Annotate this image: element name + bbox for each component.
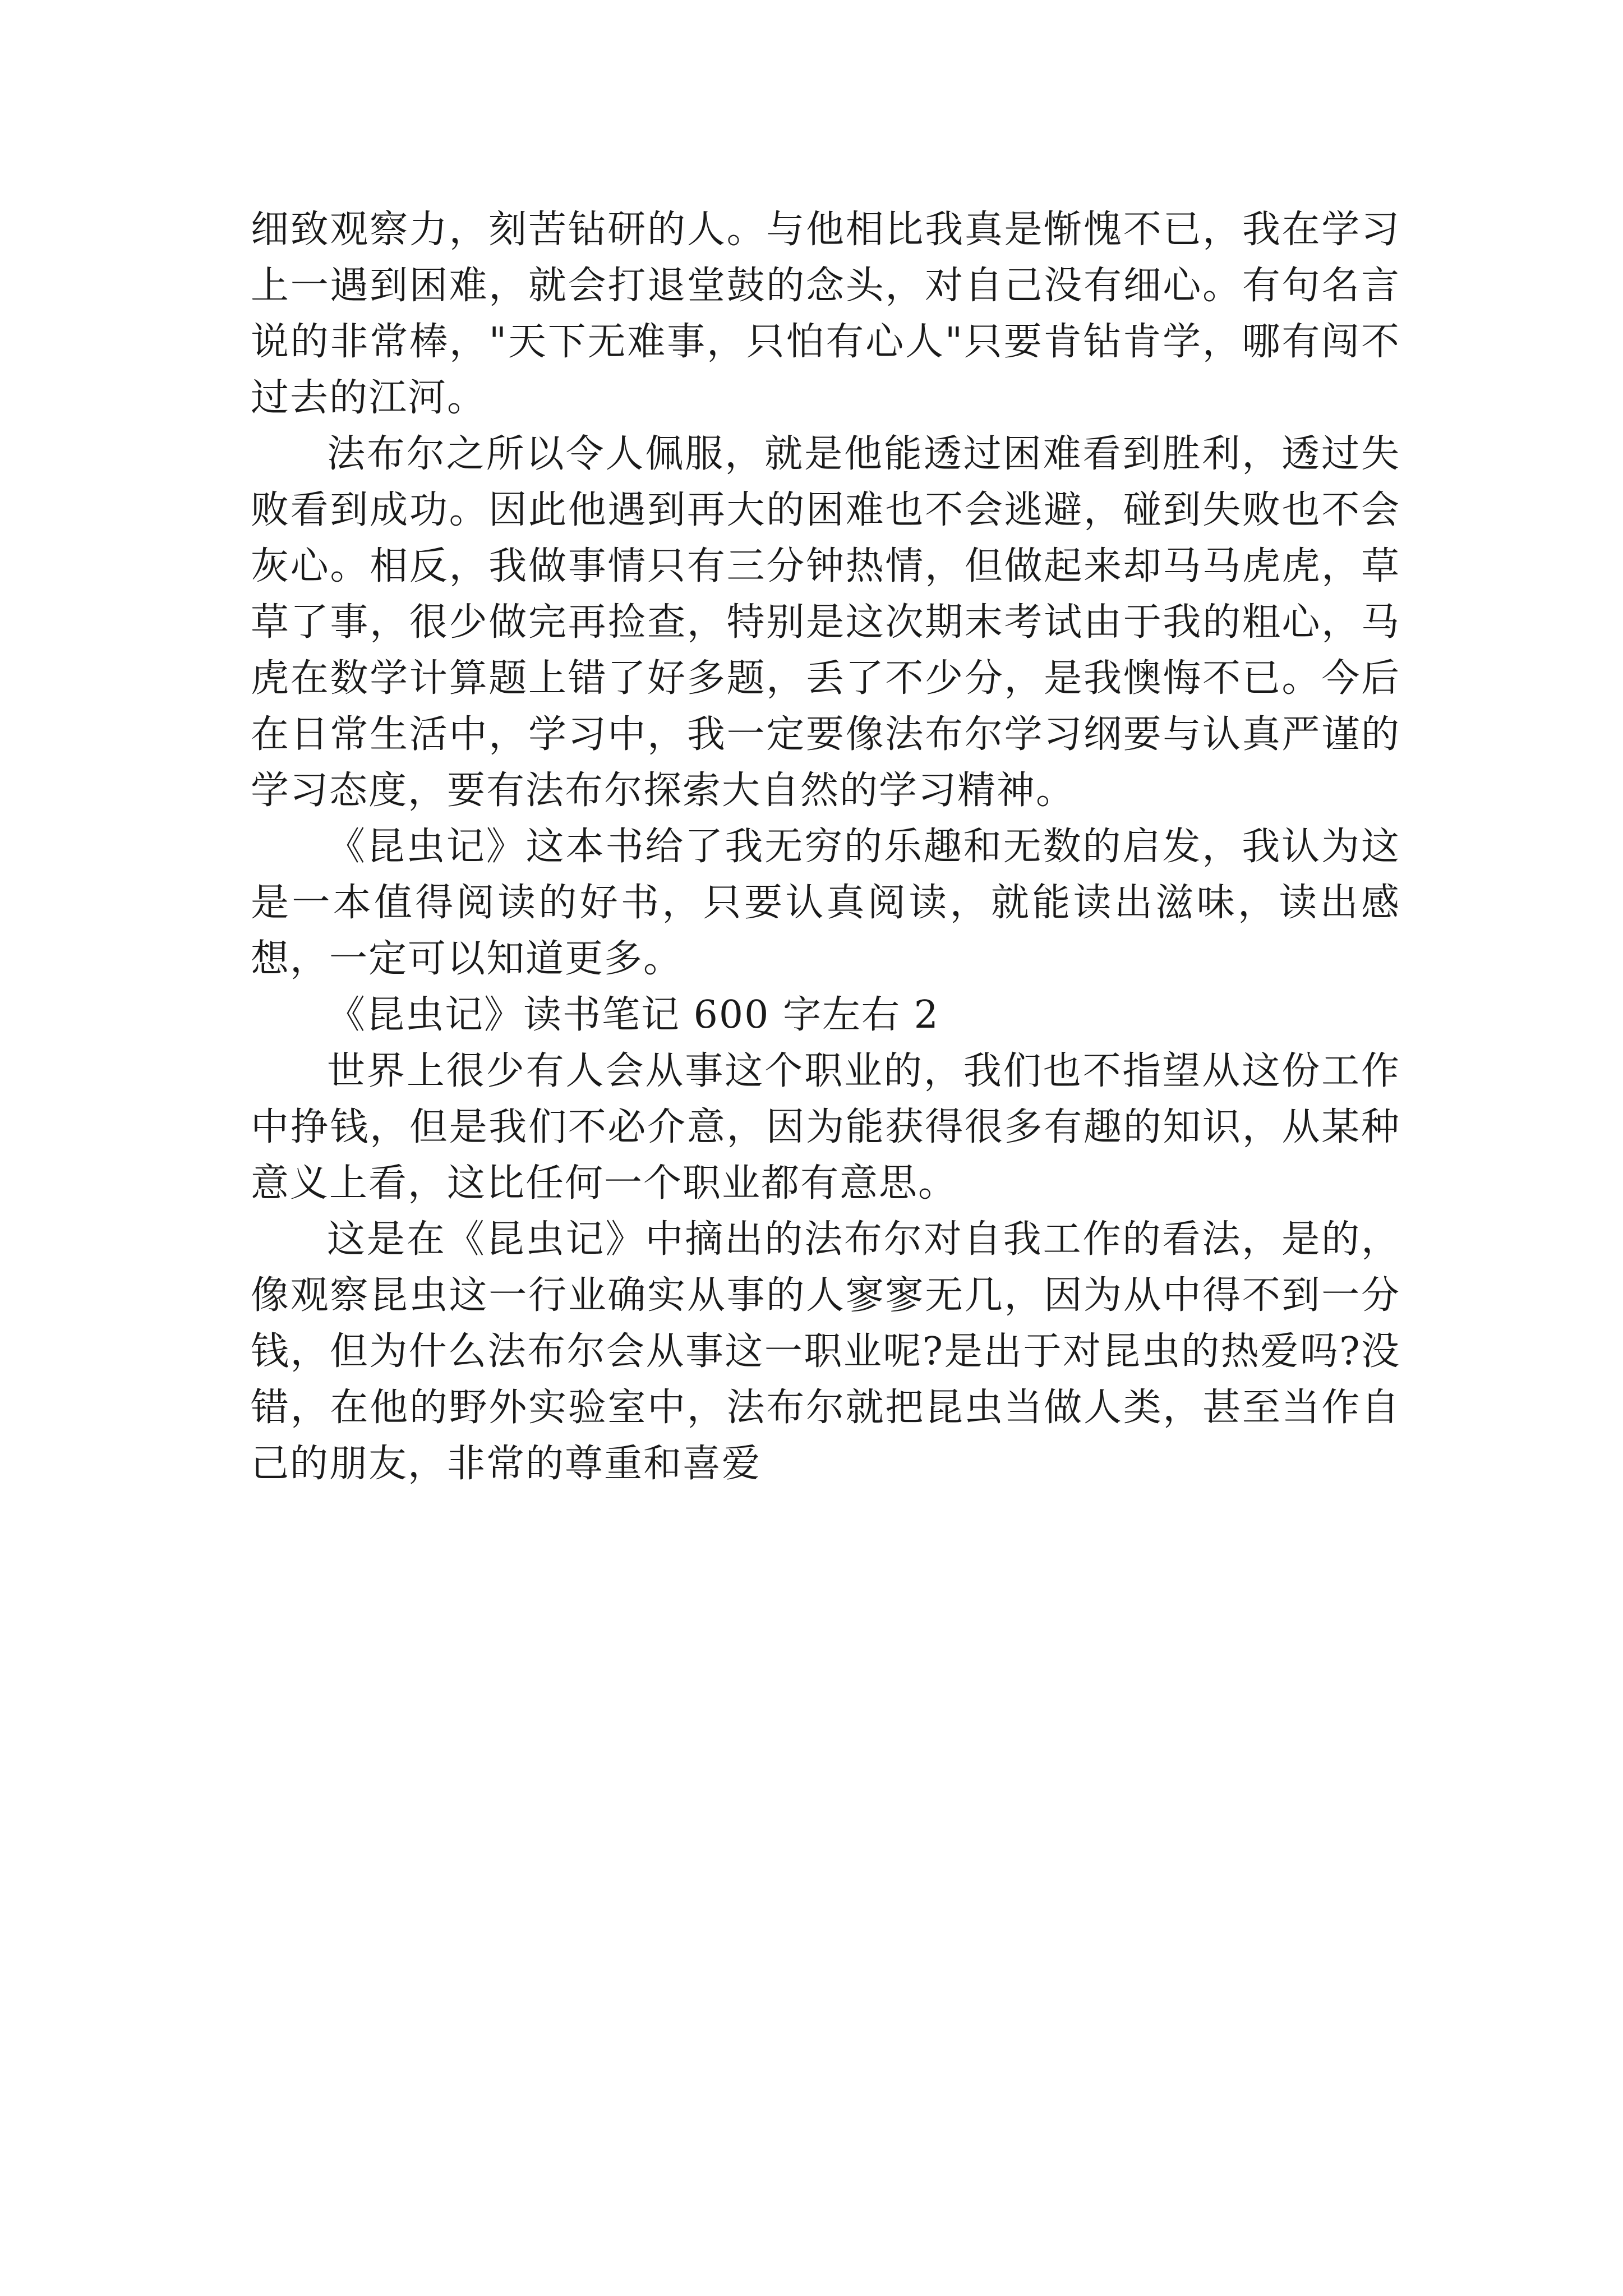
paragraph-3: 《昆虫记》这本书给了我无穷的乐趣和无数的启发，我认为这是一本值得阅读的好书，只要认真阅读，就能读出滋味，读出感想，一定可以知道更多。 [251,825,1400,981]
paragraph-2: 法布尔之所以令人佩服，就是他能透过困难看到胜利，透过失败看到成功。因此他遇到再大的困难也不会逃避，碰到失败也不会灰心。相反，我做事情只有三分钟热情，但做起来却马马虎虎，草草了事，很少做完再捡查，特别是这次期末考试由于我的粗心，马虎在数学计算题上错了好多题，丢了不少分，是我懊悔不已。今后在日常生活中，学习中，我一定要像法布尔学习纲要与认真严谨的学习态度，要有法布尔探索大自然的学习精神。 [251,432,1400,813]
paragraph-4: 世界上很少有人会从事这个职业的，我们也不指望从这份工作中挣钱，但是我们不必介意，因为能获得很多有趣的知识，从某种意义上看，这比任何一个职业都有意思。 [251,1049,1400,1205]
paragraph-1: 细致观察力，刻苦钻研的人。与他相比我真是惭愧不已，我在学习上一遇到困难，就会打退堂鼓的念头，对自己没有细心。有句名言说的非常棒，"天下无难事，只怕有心人"只要肯钻肯学，哪有闯不过去的江河。 [251,208,1400,420]
paragraph-5: 这是在《昆虫记》中摘出的法布尔对自我工作的看法，是的，像观察昆虫这一行业确实从事的人寥寥无几，因为从中得不到一分钱，但为什么法布尔会从事这一职业呢?是出于对昆虫的热爱吗?没错，在他的野外实验室中，法布尔就把昆虫当做人类，甚至当作自己的朋友，非常的尊重和喜爱 [251,1217,1400,1486]
section-heading: 《昆虫记》读书笔记 600 字左右 2 [327,993,939,1037]
document-body [251,202,1400,1492]
